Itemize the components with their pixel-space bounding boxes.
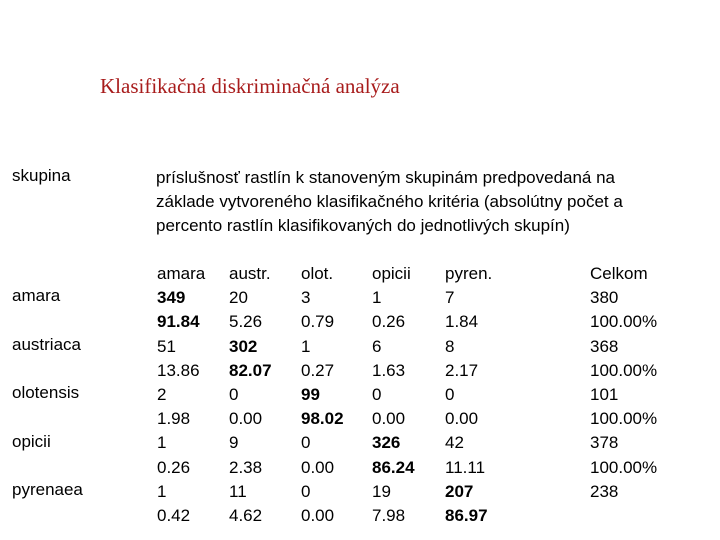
column-pyrenaea [445, 262, 492, 528]
column-amara [157, 262, 205, 528]
table-cell: 3 [301, 288, 311, 308]
column-header: austr. [229, 264, 271, 283]
table-cell: 1 [301, 336, 311, 356]
group-label-pyrenaea: pyrenaea [12, 480, 83, 499]
table-cell: 98.02 [301, 409, 344, 429]
table-cell: 0 [301, 481, 311, 501]
table-cell: 2.17 [445, 360, 479, 380]
column-total [590, 262, 657, 504]
table-cell: 0.42 [157, 506, 191, 526]
table-cell: 238 [590, 481, 619, 501]
table-cell: 6 [372, 336, 382, 356]
column-opicii [372, 262, 415, 528]
table-cell: 100.00% [590, 312, 658, 332]
table-cell: 1.98 [157, 409, 191, 429]
table-cell: 11.11 [445, 457, 486, 477]
table-cell: 7 [445, 288, 455, 308]
classification-description [156, 166, 712, 238]
table-cell: 13.86 [157, 360, 200, 380]
group-label-austriaca: austriaca [12, 335, 81, 354]
table-cell: 1 [157, 433, 167, 453]
table-cell: 20 [229, 288, 248, 308]
table-cell: 378 [590, 433, 619, 453]
table-cell: 0.00 [229, 409, 263, 429]
table-cell: 100.00% [590, 409, 658, 429]
table-cell: 207 [445, 481, 474, 501]
page-title: Klasifikačná diskriminačná analýza [100, 74, 400, 98]
table-cell: 0.26 [157, 457, 191, 477]
column-header: pyren. [445, 264, 493, 283]
table-cell: 0.27 [301, 360, 335, 380]
table-cell: 0.00 [301, 506, 335, 526]
table-cell: 100.00% [590, 457, 658, 477]
table-cell: 9 [229, 433, 239, 453]
table-cell: 2 [157, 385, 167, 405]
group-column-header: skupina [12, 166, 71, 185]
column-header: Celkom [590, 264, 648, 283]
column-austriaca [229, 262, 272, 528]
table-cell: 1 [157, 481, 167, 501]
table-cell: 19 [372, 481, 391, 501]
description-line: základe vytvoreného klasifikačného kritéria (absolútny počet a [156, 192, 623, 211]
table-cell: 8 [445, 336, 455, 356]
table-cell: 51 [157, 336, 176, 356]
table-cell: 101 [590, 385, 619, 405]
table-cell: 0.00 [445, 409, 479, 429]
table-cell: 0.26 [372, 312, 406, 332]
table-cell: 5.26 [229, 312, 263, 332]
table-cell: 4.62 [229, 506, 263, 526]
table-cell: 82.07 [229, 360, 272, 380]
table-cell: 1 [372, 288, 382, 308]
table-cell: 0 [372, 385, 382, 405]
table-cell: 0 [229, 385, 239, 405]
group-label-olotensis: olotensis [12, 383, 80, 402]
table-cell: 86.97 [445, 506, 488, 526]
table-cell: 380 [590, 288, 619, 308]
table-cell: 0 [301, 433, 311, 453]
table-cell: 0 [445, 385, 455, 405]
table-cell: 11 [229, 481, 247, 501]
table-cell: 368 [590, 336, 619, 356]
table-cell: 100.00% [590, 360, 658, 380]
table-cell: 7.98 [372, 506, 406, 526]
group-label-opicii: opicii [12, 432, 51, 451]
table-cell: 42 [445, 433, 464, 453]
column-header: olot. [301, 264, 334, 283]
description-line: príslušnosť rastlín k stanoveným skupinám predpovedaná na [156, 168, 616, 187]
table-cell: 0.00 [301, 457, 335, 477]
column-header: amara [157, 264, 206, 283]
group-label-amara: amara [12, 286, 61, 305]
table-cell: 0.79 [301, 312, 335, 332]
description-line: percento rastlín klasifikovaných do jednotlivých skupín) [156, 216, 570, 235]
table-cell: 349 [157, 288, 186, 308]
table-cell: 86.24 [372, 457, 415, 477]
table-cell: 1.84 [445, 312, 479, 332]
column-header: opicii [372, 264, 411, 283]
column-olotensis [301, 262, 344, 528]
table-cell: 326 [372, 433, 401, 453]
table-cell: 0.00 [372, 409, 406, 429]
table-cell: 91.84 [157, 312, 200, 332]
table-cell: 1.63 [372, 360, 406, 380]
table-cell: 302 [229, 336, 258, 356]
table-cell: 2.38 [229, 457, 263, 477]
table-cell: 99 [301, 385, 320, 405]
